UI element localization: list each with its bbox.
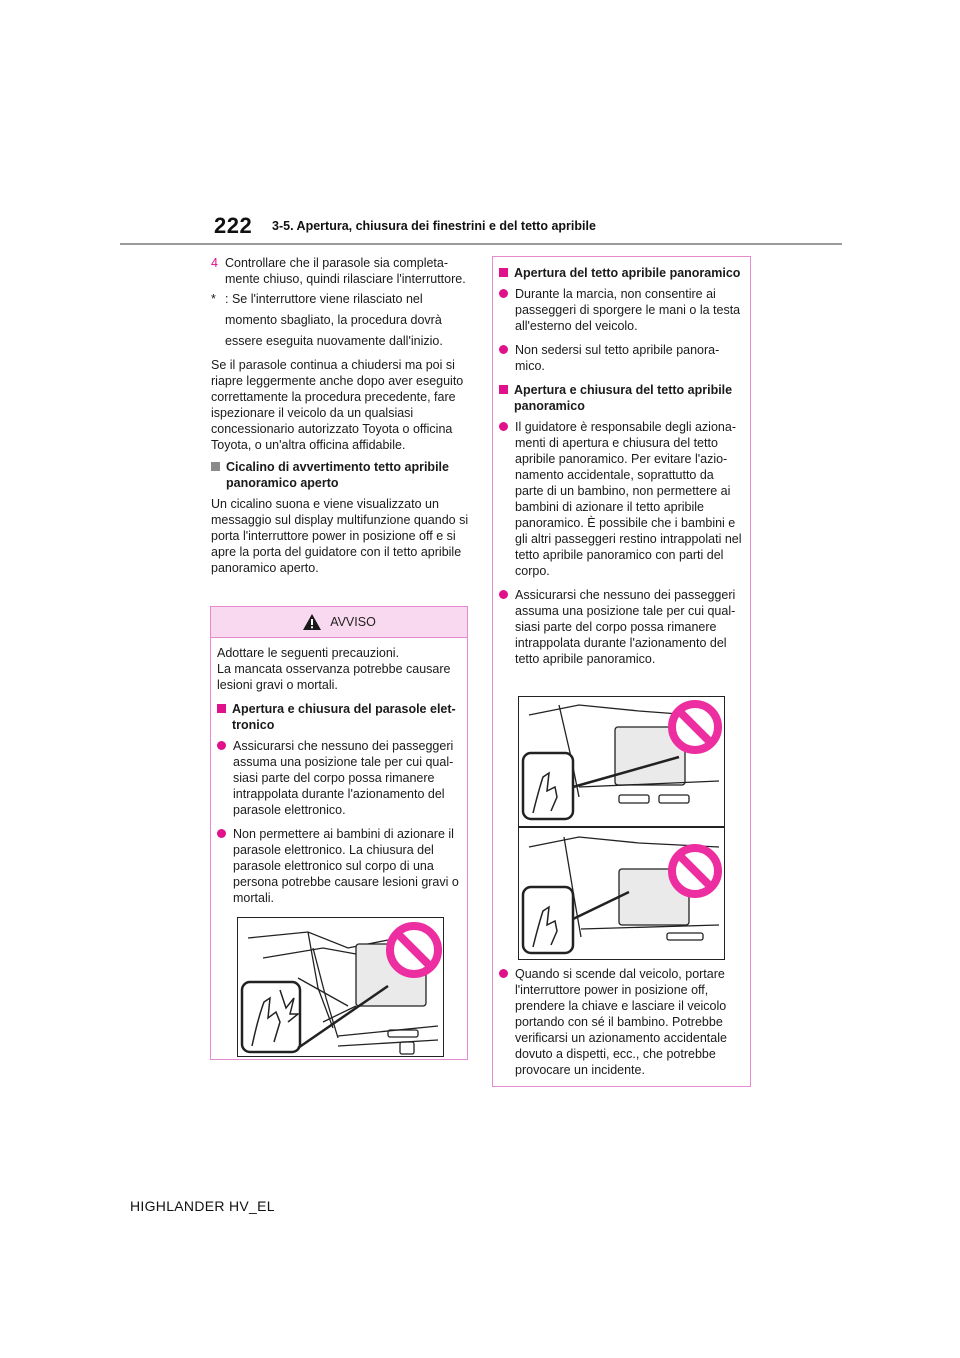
heading-square-icon bbox=[499, 385, 508, 394]
buzzer-paragraph: Un cicalino suona e viene visualizzato un messaggio sul display multifunzione quando si porta l'interruttore power in posizione off e si apre la porta del guidatore con il tetto apribile panoramico aperto. bbox=[211, 497, 469, 575]
bullet-dot-icon bbox=[499, 345, 508, 354]
right-heading-2 bbox=[499, 382, 744, 414]
subheading-text: Cicalino di avvertimento tetto apribile panoramico aperto bbox=[226, 460, 449, 490]
bullet-dot-icon bbox=[499, 289, 508, 298]
page-number: 222 bbox=[214, 213, 253, 238]
subheading-buzzer bbox=[211, 459, 471, 491]
right-bullet bbox=[499, 286, 744, 334]
warning-title: AVVISO bbox=[330, 615, 376, 629]
bullet-dot-icon bbox=[499, 422, 508, 431]
panoramic-roof-pinch-illustration bbox=[518, 696, 725, 960]
warning-bullet bbox=[217, 738, 461, 818]
right-heading-text: Apertura e chiusura del tetto apribile panoramico bbox=[514, 383, 733, 413]
right-bullet bbox=[499, 342, 744, 374]
heading-square-icon bbox=[499, 268, 508, 277]
step-number: 4 bbox=[211, 256, 218, 270]
right-bullet-text: Assicurarsi che nessuno dei passeggeri assuma una posizione tale per cui qualsiasi parte del corpo possa rimanere intrappolata durante l'azionamento del tetto apribile panoramico. bbox=[515, 588, 736, 666]
right-bullet-text: Quando si scende dal veicolo, portare l'interruttore power in posizione off, prendere la chiave e lasciare il veicolo portando con sé il bambino. Potrebbe verificarsi un azionamento accidentale dovuto a dispetti, ecc., che potrebbe provocare un incidente. bbox=[515, 967, 727, 1077]
right-bullet bbox=[499, 966, 743, 1078]
section-title: 3-5. Apertura, chiusura dei finestrini e del tetto apribile bbox=[272, 219, 596, 233]
bullet-dot-icon bbox=[499, 590, 508, 599]
bullet-dot-icon bbox=[217, 829, 226, 838]
step-item bbox=[211, 255, 471, 287]
footnote-text: : Se l'interruttore viene rilasciato nel momento sbagliato, la procedura dovrà essere eseguita nuovamente dall'inizio. bbox=[225, 292, 443, 348]
warning-bullet-text: Non permettere ai bambini di azionare il parasole elettronico. La chiusura del parasole elettronico sul corpo di una persona potrebbe causare lesioni gravi o mortali. bbox=[233, 827, 459, 905]
warning-intro: Adottare le seguenti precauzioni. La mancata osservanza potrebbe causare lesioni gravi o mortali. bbox=[217, 646, 451, 692]
right-bullet-text: Durante la marcia, non consentire ai passeggeri di sporgere le mani o la testa all'esterno del veicolo. bbox=[515, 287, 741, 333]
right-bullet-bottom bbox=[499, 966, 743, 1086]
footnote-marker: * bbox=[211, 292, 216, 306]
step-text: Controllare che il parasole sia completamente chiuso, quindi rilasciare l'interruttore. bbox=[225, 256, 466, 286]
right-heading-1 bbox=[499, 265, 744, 281]
warning-heading-text: Apertura e chiusura del parasole elettronico bbox=[232, 702, 456, 732]
warning-bullet-text: Assicurarsi che nessuno dei passeggeri assuma una posizione tale per cui qualsiasi parte del corpo possa rimanere intrappolata durante l'azionamento del parasole elettronico. bbox=[233, 739, 454, 817]
warning-header bbox=[211, 607, 467, 638]
bullet-dot-icon bbox=[217, 741, 226, 750]
heading-square-icon bbox=[217, 704, 226, 713]
right-bullet-text: Il guidatore è responsabile degli azionamenti di apertura e chiusura del tetto apribile panoramico. Per evitare l'azionamento accidentale, soprattutto da parte di un bambino, non permettere ai bambini di azionare il tetto apribile panoramico. È possibile che i bambini e gli altri passeggeri restino intrappolati nel tetto apribile panoramico con parti del corpo. bbox=[515, 420, 742, 578]
heading-square-icon bbox=[211, 462, 220, 471]
right-bullet bbox=[499, 419, 744, 579]
right-bullet-text: Non sedersi sul tetto apribile panoramico. bbox=[515, 343, 720, 373]
bullet-dot-icon bbox=[499, 969, 508, 978]
footer-model: HIGHLANDER HV_EL bbox=[130, 1198, 275, 1214]
warning-bullet bbox=[217, 826, 461, 906]
right-bullet bbox=[499, 587, 744, 667]
left-column bbox=[211, 255, 471, 576]
sunshade-pinch-illustration bbox=[237, 917, 444, 1057]
header-divider bbox=[120, 243, 842, 245]
warning-triangle-icon bbox=[302, 613, 322, 631]
caution-box-right bbox=[492, 256, 751, 1087]
body-paragraph: Se il parasole continua a chiudersi ma poi si riapre leggermente anche dopo aver eseguito correttamente la procedura precedente, fare ispezionare il veicolo da un qualsiasi concessionario autorizzato Toyota o officina Toyota, o un'altra officina affidabile. bbox=[211, 358, 464, 452]
warning-heading bbox=[217, 701, 461, 733]
right-heading-text: Apertura del tetto apribile panoramico bbox=[514, 266, 741, 280]
footnote bbox=[211, 289, 471, 352]
